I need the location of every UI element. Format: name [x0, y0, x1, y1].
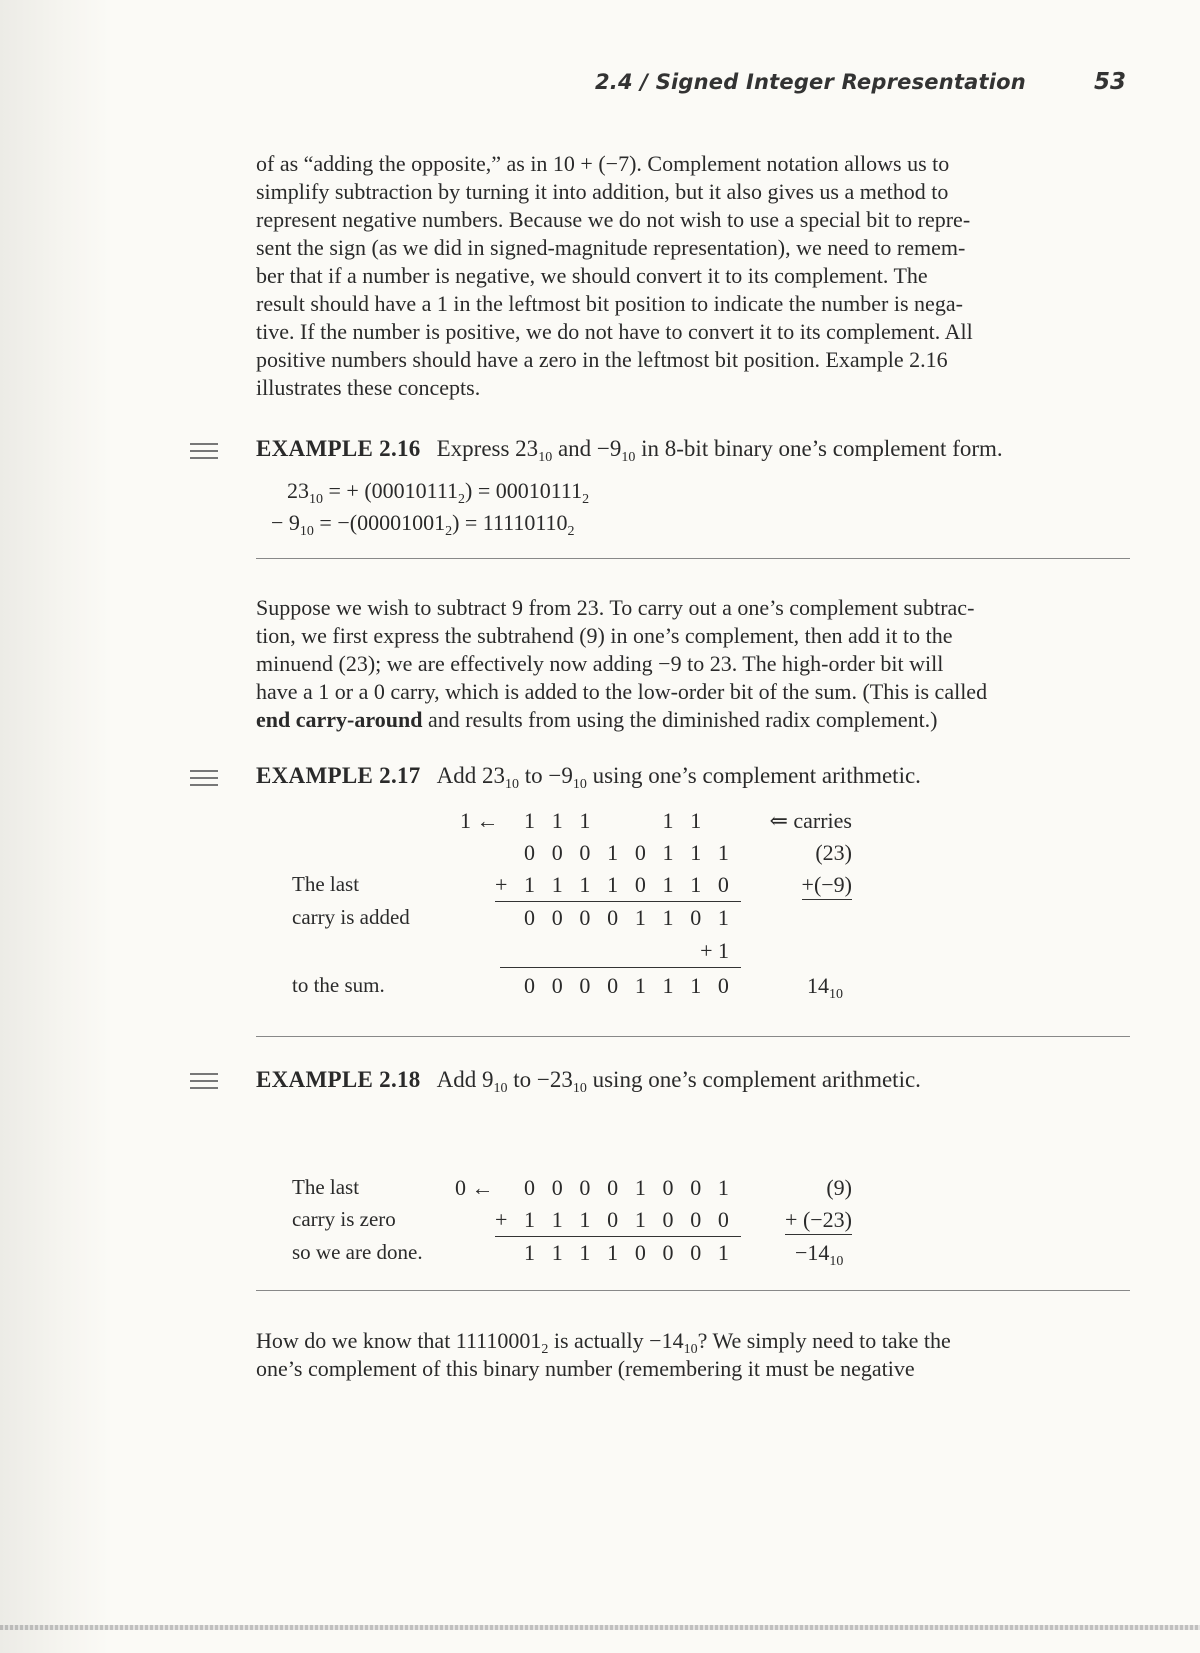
bit: 0 — [634, 1240, 646, 1265]
bit: 0 — [524, 905, 535, 930]
bit: 0 — [579, 973, 591, 998]
subtrahend-label: +(−9) — [802, 872, 852, 900]
text-line — [256, 1327, 1126, 1355]
bit: 1 — [607, 872, 619, 897]
bit: 0 — [607, 1207, 619, 1232]
bit: 0 — [662, 1175, 674, 1200]
bit: 1 — [551, 808, 563, 833]
result-value — [795, 1240, 844, 1269]
page-gutter-shadow — [0, 0, 110, 1653]
sum-rule — [500, 967, 741, 968]
bit: 1 — [690, 872, 702, 897]
text-part: How do we know that 11110001 — [256, 1328, 542, 1353]
addend-row — [524, 840, 729, 866]
subscript: 10 — [829, 987, 843, 1002]
bit: 1 — [690, 840, 702, 865]
addend-label: (23) — [815, 840, 852, 865]
subscript: 2 — [582, 492, 590, 507]
bit — [635, 808, 646, 834]
bit: 1 — [579, 1240, 591, 1265]
bit: 1 — [690, 973, 702, 998]
eq-part: 23 — [287, 478, 309, 503]
subscript: 10 — [683, 1342, 698, 1357]
partial-sum-row — [524, 905, 729, 931]
bit: 0 — [551, 840, 563, 865]
running-header-title: 2.4 / Signed Integer Representation — [595, 70, 1026, 94]
carry-prefix: 0 ← — [455, 1175, 494, 1200]
bit: 1 — [579, 808, 591, 833]
side-label: carry is added — [292, 905, 410, 929]
bit: 1 — [634, 973, 646, 998]
sum-rule — [495, 901, 741, 902]
bit: 1 — [579, 872, 591, 897]
bit: 1 — [717, 1175, 729, 1200]
subscript: 2 — [567, 524, 575, 539]
bit: 0 — [524, 973, 535, 998]
bit: 1 — [524, 808, 535, 833]
text-line: tion, we first express the subtrahend (9) in one’s complement, then add it to the — [256, 623, 953, 648]
bit: 1 — [634, 1175, 646, 1200]
bit: 1 — [551, 872, 563, 897]
text-line: minuend (23); we are effectively now adding −9 to 23. The high-order bit will — [256, 651, 944, 676]
page-number: 53 — [1094, 69, 1127, 95]
bit — [607, 808, 618, 834]
plus-sign: + — [495, 872, 508, 897]
text-line: Suppose we wish to subtract 9 from 23. To carry out a one’s complement subtrac- — [256, 595, 975, 620]
subtrahend-row — [524, 1207, 729, 1233]
equation-23 — [287, 478, 590, 507]
subscript: 10 — [309, 492, 323, 507]
carry-prefix: 1 ← — [460, 808, 499, 833]
end-carry-add: + 1 — [700, 938, 729, 963]
bit: 0 — [579, 1175, 591, 1200]
addend-row — [524, 1175, 729, 1201]
subscript: 10 — [493, 1081, 508, 1096]
example-marker-icon — [190, 443, 218, 459]
side-label: The last — [292, 1175, 360, 1199]
example-marker-icon — [190, 1073, 218, 1089]
subscript: 10 — [299, 524, 314, 539]
bit: 0 — [634, 872, 646, 897]
bit: 0 — [662, 1240, 674, 1265]
example-label: EXAMPLE 2.17 — [256, 763, 421, 788]
text-line: ber that if a number is negative, we should convert it to its complement. The — [256, 263, 928, 288]
carries-label: ⇐ carries — [769, 808, 852, 833]
heading-text: using one’s complement arithmetic. — [586, 1067, 921, 1092]
text-line: sent the sign (as we did in signed-magnitude representation), we need to remem- — [256, 235, 966, 260]
bit: 0 — [662, 1207, 674, 1232]
bit: 0 — [579, 840, 591, 865]
term-bold: end carry-around — [256, 707, 423, 732]
eq-part: = + (00010111 — [323, 478, 459, 503]
heading-text: and −9 — [552, 436, 622, 461]
subscript: 10 — [829, 1254, 844, 1269]
bit: 1 — [524, 872, 535, 897]
bit: 0 — [690, 1175, 702, 1200]
bit: 1 — [551, 1207, 563, 1232]
bit: 0 — [551, 1175, 563, 1200]
subtrahend-row — [524, 872, 729, 898]
bit: 1 — [717, 1240, 729, 1265]
heading-text: Express 23 — [436, 436, 539, 461]
carries-row — [524, 808, 729, 834]
bit: 0 — [717, 1207, 729, 1232]
bit: 0 — [524, 1175, 535, 1200]
example-label: EXAMPLE 2.18 — [256, 1067, 421, 1092]
heading-text: using one’s complement arithmetic. — [586, 763, 921, 788]
subtrahend-label: + (−23) — [785, 1207, 852, 1235]
bit — [718, 808, 729, 834]
text-part: is actually −14 — [548, 1328, 684, 1353]
text-line — [256, 706, 1126, 734]
side-label: to the sum. — [292, 973, 385, 997]
side-label: carry is zero — [292, 1207, 396, 1231]
sum-row — [524, 1240, 729, 1266]
heading-text: to −9 — [518, 763, 573, 788]
bit: 0 — [524, 840, 535, 865]
bit: 0 — [690, 905, 702, 930]
bit: 1 — [607, 1240, 619, 1265]
bit: 1 — [662, 808, 674, 833]
closing-paragraph — [256, 1327, 1126, 1383]
bit: 1 — [524, 1240, 535, 1265]
heading-text: to −23 — [507, 1067, 573, 1092]
subscript: 10 — [538, 450, 553, 465]
text-part: ? We simply need to take the — [697, 1328, 951, 1353]
bit: 1 — [662, 872, 674, 897]
addend-label: (9) — [826, 1175, 852, 1200]
plus-sign: + — [495, 1207, 508, 1232]
example-divider — [256, 1290, 1130, 1291]
text-line: result should have a 1 in the leftmost bit position to indicate the number is nega- — [256, 291, 963, 316]
bit: 0 — [579, 905, 591, 930]
eq-part: − 9 — [271, 510, 300, 535]
bit: 1 — [662, 973, 674, 998]
text-line: have a 1 or a 0 carry, which is added to the low-order bit of the sum. (This is called — [256, 679, 988, 704]
scan-bottom-edge — [0, 1625, 1200, 1630]
bit: 0 — [690, 1207, 702, 1232]
bit: 1 — [524, 1207, 535, 1232]
equation-minus-9 — [271, 510, 575, 539]
subscript: 10 — [572, 777, 587, 792]
result-number: 14 — [807, 973, 829, 998]
bit: 1 — [634, 1207, 646, 1232]
bit: 0 — [551, 973, 563, 998]
text-line: of as “adding the opposite,” as in 10 + (−7). Complement notation allows us to — [256, 151, 950, 176]
text-part: and results from using the diminished radix complement.) — [422, 707, 938, 732]
example-2-16-heading — [256, 436, 1003, 465]
bit: 1 — [662, 840, 674, 865]
subscript: 2 — [458, 492, 466, 507]
eq-part: ) = 11110110 — [452, 510, 568, 535]
text-line: represent negative numbers. Because we do not wish to use a special bit to repre- — [256, 207, 971, 232]
bit: 1 — [634, 905, 646, 930]
bit: 1 — [607, 840, 619, 865]
intro-paragraph — [256, 150, 1126, 402]
middle-paragraph — [256, 594, 1126, 734]
subscript: 2 — [445, 524, 453, 539]
text-line: positive numbers should have a zero in the leftmost bit position. Example 2.16 — [256, 347, 948, 372]
bit: 0 — [634, 840, 646, 865]
final-sum-row — [524, 973, 729, 999]
example-divider — [256, 558, 1130, 559]
text-line: tive. If the number is positive, we do not have to convert it to its complement. All — [256, 319, 973, 344]
eq-part: = −(00001001 — [313, 510, 446, 535]
subscript: 10 — [504, 777, 519, 792]
eq-part: ) = 00010111 — [465, 478, 583, 503]
bit: 1 — [690, 808, 702, 833]
bit: 1 — [717, 905, 729, 930]
bit: 0 — [717, 872, 729, 897]
subscript: 2 — [541, 1342, 549, 1357]
bit: 1 — [717, 840, 729, 865]
result-number: −14 — [795, 1240, 830, 1265]
bit: 1 — [551, 1240, 563, 1265]
bit: 1 — [579, 1207, 591, 1232]
side-label: so we are done. — [292, 1240, 423, 1264]
example-label: EXAMPLE 2.16 — [256, 436, 421, 461]
bit: 0 — [690, 1240, 702, 1265]
side-label: The last — [292, 872, 360, 896]
result-value — [807, 973, 843, 1002]
example-2-17-heading — [256, 763, 921, 792]
bit: 1 — [662, 905, 674, 930]
bit: 0 — [607, 905, 619, 930]
subscript: 10 — [572, 1081, 587, 1096]
bit: 0 — [607, 1175, 619, 1200]
text-line: illustrates these concepts. — [256, 375, 481, 400]
heading-text: in 8-bit binary one’s complement form. — [635, 436, 1003, 461]
subscript: 10 — [621, 450, 636, 465]
bit: 0 — [717, 973, 729, 998]
bit: 0 — [607, 973, 619, 998]
bit: 0 — [551, 905, 563, 930]
heading-text: Add 9 — [436, 1067, 494, 1092]
text-line: one’s complement of this binary number (remembering it must be negative — [256, 1356, 915, 1381]
example-marker-icon — [190, 770, 218, 786]
heading-text: Add 23 — [436, 763, 505, 788]
example-2-18-heading — [256, 1067, 921, 1096]
text-line: simplify subtraction by turning it into addition, but it also gives us a method to — [256, 179, 949, 204]
example-divider — [256, 1036, 1130, 1037]
sum-rule — [495, 1236, 741, 1237]
